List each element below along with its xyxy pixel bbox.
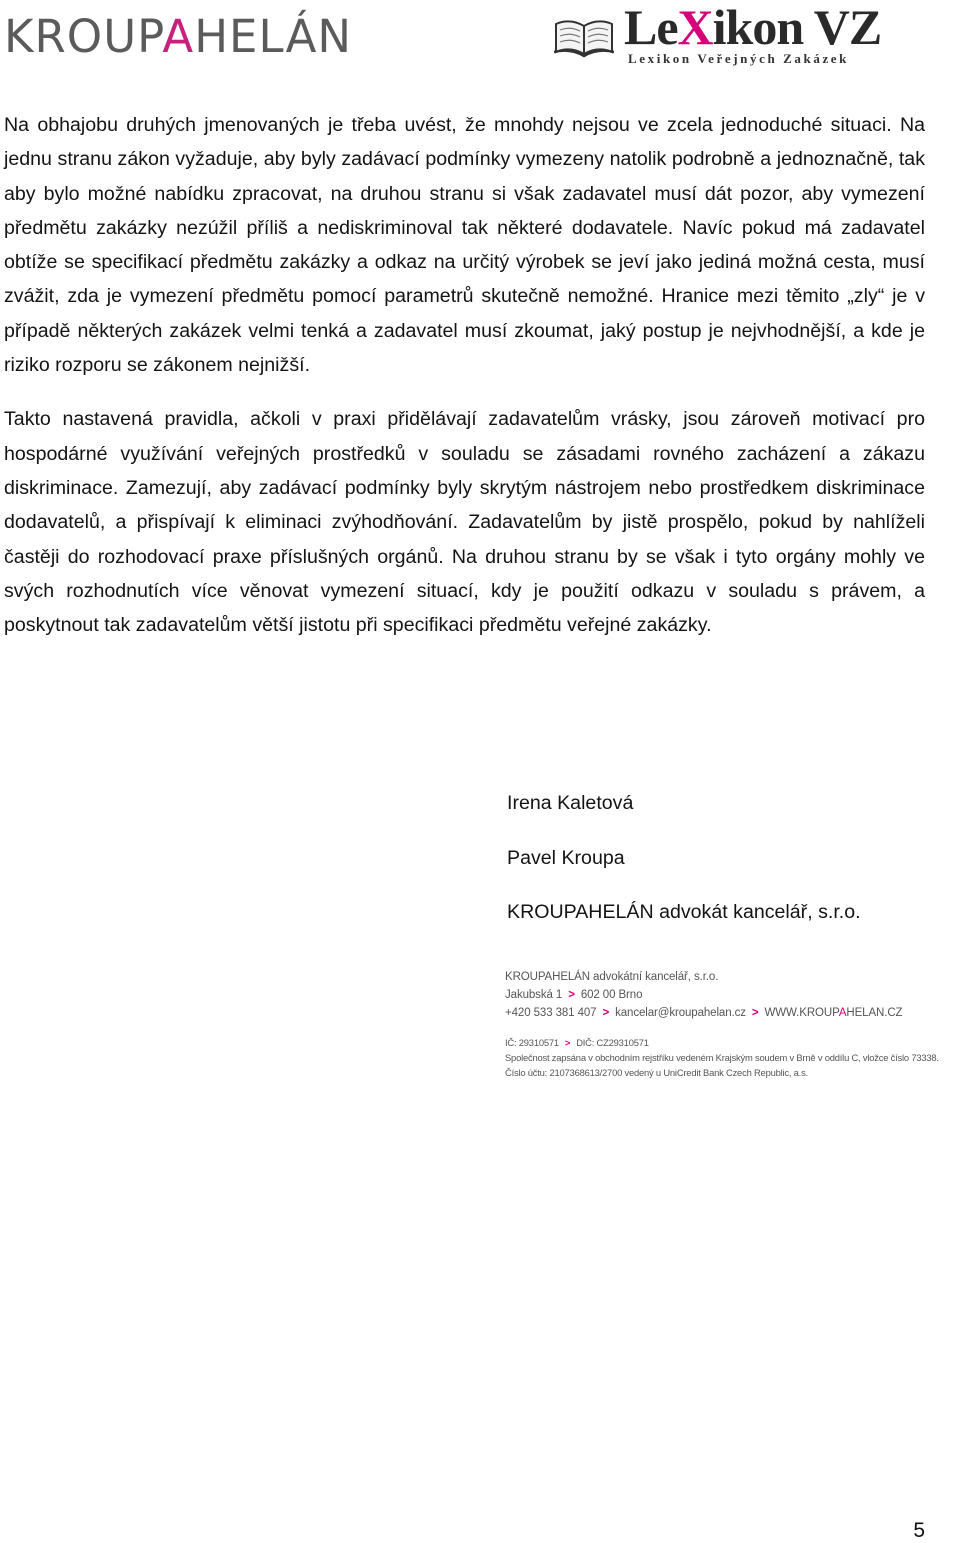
footer-address <box>505 986 960 1004</box>
footer-ico: IČ: 29310571 <box>505 1037 559 1048</box>
firm-name: KROUPAHELÁN advokát kancelář, s.r.o. <box>507 901 861 923</box>
kroupahelan-logo <box>4 10 353 63</box>
web-text-2: HELAN.CZ <box>846 1007 903 1019</box>
paragraph: Takto nastavená pravidla, ačkoli v praxi přidělávají zadavatelům vrásky, jsou zároveň motivací pro hospodárné využívání veřejných prostředků v souladu se zásadami rovného zacházení a zákazu diskriminace. Zamezují, aby zadávací podmínky byly skrytým nástrojem nebo prostředkem diskriminace dodavatelů, a přispívají k eliminaci zvýhodňování. Zadavatelům by jistě prospělo, pokud by nahlíželi častěji do rozhodovací praxe příslušných orgánů. Na druhou stranu by se však i tyto orgány mohly ve svých rozhodnutích více věnovat vymezení situací, kdy je použití odkazu v souladu s právem, a poskytnout tak zadavatelům větší jistotu při specifikaci předmětu veřejné zakázky. <box>4 408 925 637</box>
paragraph: Na obhajobu druhých jmenovaných je třeba uvést, že mnohdy nejsou ve zcela jednoduché situaci. Na jednu stranu zákon vyžaduje, aby byly zadávací podmínky vymezeny natolik podrobně a jednoznačně, tak aby bylo možné nabídku zpracovat, na druhou stranu si však zadavatel musí dát pozor, aby vymezení předmětu zakázky nezúžil příliš a nediskriminoval tak některé dodavatele. Navíc pokud má zadavatel obtíže se specifikací předmětu zakázky a odkaz na určitý výrobek se jeví jako jediná možná cesta, musí zvážit, zda je vymezení předmětu pomocí parametrů skutečně nemožné. Hranice mezi těmito „zly“ je v případě některých zakázek velmi tenká a zadavatel musí zkoumat, jaký postup je nejvhodnější, a kde je riziko rozporu se zákonem nejnižší. <box>4 114 925 377</box>
footer-company: KROUPAHELÁN advokátní kancelář, s.r.o. <box>505 971 719 983</box>
footer-dic: DIČ: CZ29310571 <box>576 1037 649 1048</box>
author-name: Pavel Kroupa <box>507 846 625 869</box>
footer-phone: +420 533 381 407 <box>505 1007 597 1019</box>
footer-email-link[interactable]: kancelar@kroupahelan.cz <box>615 1007 746 1019</box>
open-book-icon <box>552 14 616 58</box>
web-text-1: WWW.KROUP <box>764 1007 839 1019</box>
footer-web-link[interactable] <box>765 1007 903 1019</box>
author-name: Irena Kaletová <box>507 792 634 814</box>
page-header <box>0 0 960 80</box>
lexikon-vz-logo <box>548 2 928 72</box>
lexikon-text-1: Le <box>624 0 678 55</box>
separator: > <box>751 1007 759 1019</box>
footer-ids <box>505 1035 960 1050</box>
lexikon-subtitle: Lexikon Veřejných Zakázek <box>628 51 850 66</box>
separator: > <box>564 1037 571 1048</box>
web-accent: A <box>838 1007 847 1019</box>
footer-street: Jakubská 1 <box>505 989 563 1001</box>
page-number: 5 <box>913 1519 925 1542</box>
lexikon-accent-x: X <box>677 0 713 55</box>
signature-block <box>507 786 861 950</box>
separator: > <box>602 1007 610 1019</box>
footer-contacts <box>505 1004 960 1022</box>
lexikon-wordmark <box>624 0 882 55</box>
logo-left-text-2: HELÁN <box>194 10 353 63</box>
footer-account: Číslo účtu: 2107368613/2700 vedený u UniCredit Bank Czech Republic, a.s. <box>505 1067 808 1078</box>
lexikon-text-2: ikon VZ <box>712 0 882 55</box>
logo-left-text-1: KROUP <box>4 10 163 63</box>
separator: > <box>568 989 575 1001</box>
logo-left-accent: A <box>162 10 195 63</box>
footer-city: 602 00 Brno <box>580 989 643 1001</box>
document-body <box>4 108 925 642</box>
footer-registry: Společnost zapsána v obchodním rejstříku vedeném Krajským soudem v Brně v oddílu C, vložce číslo 73338. <box>505 1052 939 1063</box>
company-footer <box>505 968 960 1080</box>
